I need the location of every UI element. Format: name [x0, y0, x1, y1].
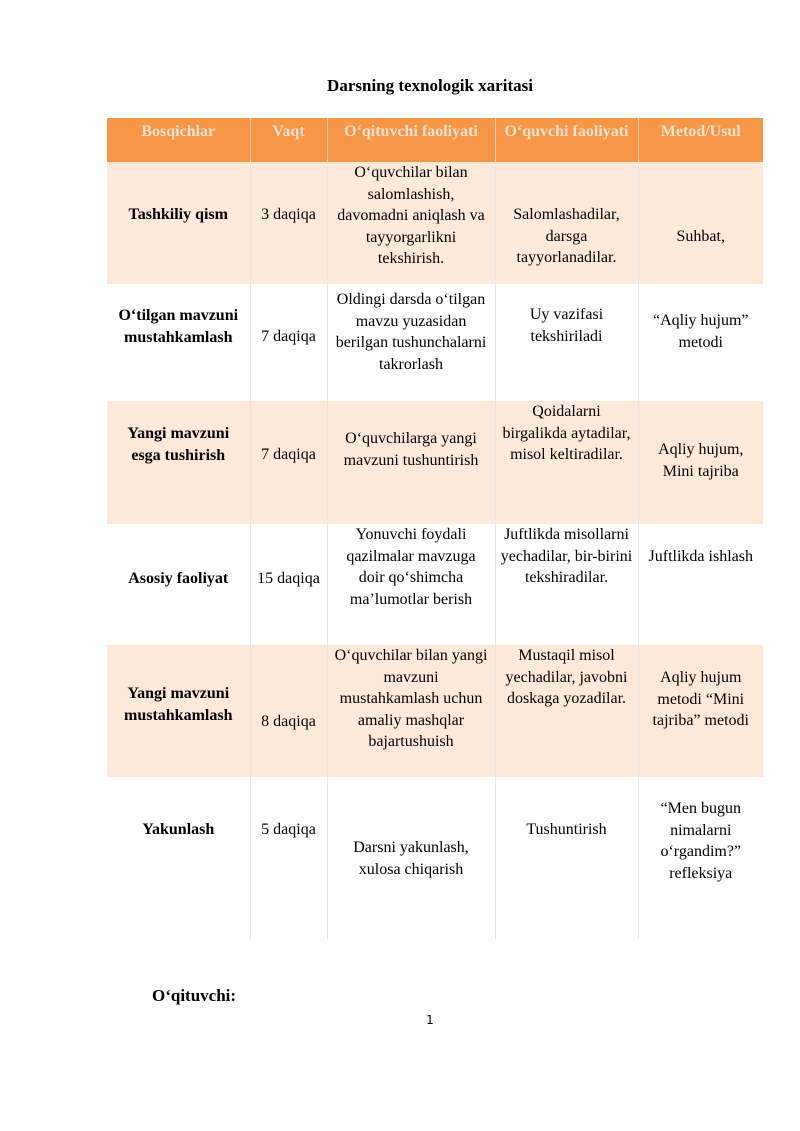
teacher-activity-cell: Yonuvchi foydali qazilmalar mavzuga doir qo‘shimcha ma’lumotlar berish	[327, 524, 495, 645]
student-activity-cell: Salomlashadilar, darsga tayyorlanadilar.	[495, 162, 638, 284]
page-number: 1	[426, 1013, 434, 1027]
teacher-activity-cell: Oldingi darsda o‘tilgan mavzu yuzasidan berilgan tushunchalarni takrorlash	[327, 284, 495, 401]
time-cell: 3 daqiqa	[250, 162, 327, 284]
stage-cell: Asosiy faoliyat	[107, 524, 250, 645]
student-activity-cell: Qoidalarni birgalikda aytadilar, misol keltiradilar.	[495, 401, 638, 524]
table-row	[107, 777, 763, 939]
stage-cell: O‘tilgan mavzuni mustahkamlash	[107, 284, 250, 401]
method-cell: “Men bugun nimalarni o‘rgandim?” refleksiya	[638, 777, 763, 939]
stage-cell: Yakunlash	[107, 777, 250, 939]
header-teacher-activity: O‘qituvchi faoliyati	[327, 118, 495, 162]
table-row	[107, 284, 763, 401]
student-activity-cell: Tushuntirish	[495, 777, 638, 939]
document-title: Darsning texnologik xaritasi	[327, 76, 533, 95]
table-row	[107, 162, 763, 284]
time-cell: 5 daqiqa	[250, 777, 327, 939]
method-cell: Aqliy hujum metodi “Mini tajriba” metodi	[638, 645, 763, 777]
stage-cell: Yangi mavzuni esga tushirish	[107, 401, 250, 524]
header-time: Vaqt	[250, 118, 327, 162]
time-cell: 7 daqiqa	[250, 284, 327, 401]
teacher-activity-cell: O‘quvchilar bilan salomlashish, davomadni aniqlash va tayyorgarlikni tekshirish.	[327, 162, 495, 284]
teacher-activity-cell: O‘quvchilar bilan yangi mavzuni mustahkamlash uchun amaliy mashqlar bajartushuish	[327, 645, 495, 777]
teacher-activity-cell: Darsni yakunlash, xulosa chiqarish	[327, 777, 495, 939]
table-header-row	[107, 118, 763, 162]
time-cell: 8 daqiqa	[250, 645, 327, 777]
lesson-plan-table	[107, 118, 763, 939]
method-cell: “Aqliy hujum” metodi	[638, 284, 763, 401]
header-stages: Bosqichlar	[107, 118, 250, 162]
teacher-activity-cell: O‘quvchilarga yangi mavzuni tushuntirish	[327, 401, 495, 524]
time-cell: 15 daqiqa	[250, 524, 327, 645]
table-row	[107, 401, 763, 524]
student-activity-cell: Juftlikda misollarni yechadilar, bir-birini tekshiradilar.	[495, 524, 638, 645]
header-method: Metod/Usul	[638, 118, 763, 162]
stage-cell: Tashkiliy qism	[107, 162, 250, 284]
time-cell: 7 daqiqa	[250, 401, 327, 524]
student-activity-cell: Uy vazifasi tekshiriladi	[495, 284, 638, 401]
student-activity-cell: Mustaqil misol yechadilar, javobni doskaga yozadilar.	[495, 645, 638, 777]
teacher-signature-label: O‘qituvchi:	[152, 986, 237, 1005]
header-student-activity: O‘quvchi faoliyati	[495, 118, 638, 162]
method-cell: Juftlikda ishlash	[638, 524, 763, 645]
stage-cell: Yangi mavzuni mustahkamlash	[107, 645, 250, 777]
table-row	[107, 645, 763, 777]
method-cell: Suhbat,	[638, 162, 763, 284]
table-row	[107, 524, 763, 645]
method-cell: Aqliy hujum, Mini tajriba	[638, 401, 763, 524]
